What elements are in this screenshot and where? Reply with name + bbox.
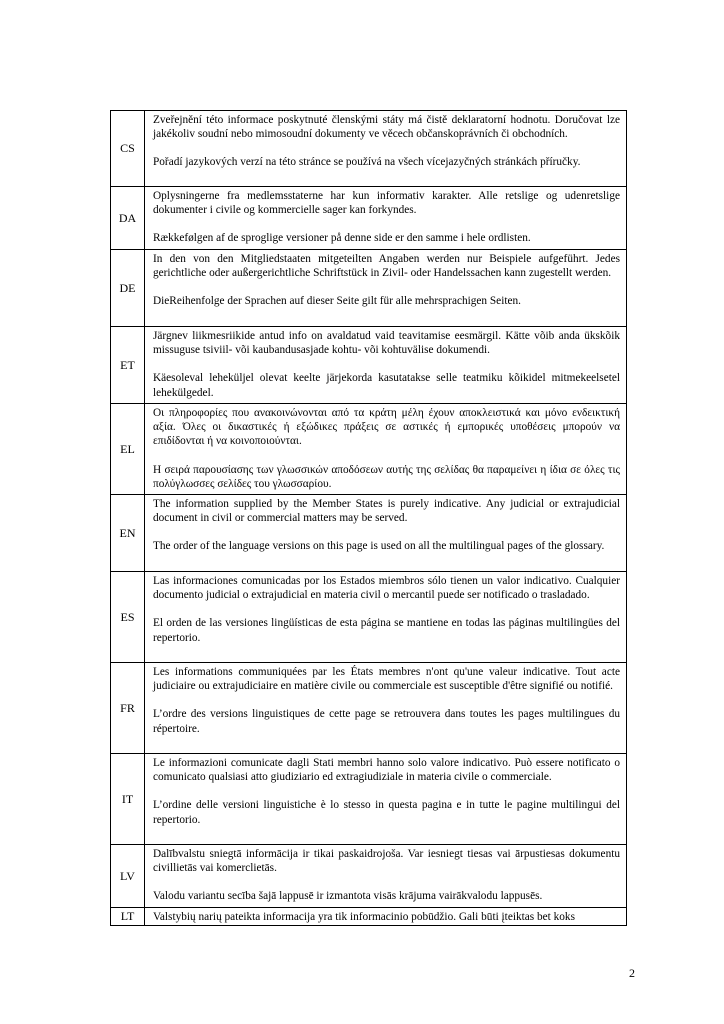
- language-code: CS: [111, 111, 145, 187]
- language-code: DA: [111, 187, 145, 250]
- notice-paragraph: Valstybių narių pateikta informacija yra tik informacinio pobūdžio. Gali būti įteiktas bet koks: [153, 911, 575, 923]
- language-notice-text: [145, 908, 627, 926]
- order-paragraph: Rækkefølgen af de sproglige versioner på denne side er den samme i hele ordlisten.: [153, 232, 531, 245]
- table-row: [111, 111, 627, 187]
- language-code: IT: [111, 754, 145, 845]
- table-row: [111, 250, 627, 327]
- language-notice-text: [145, 572, 627, 663]
- table-row: [111, 845, 627, 908]
- language-notice-text: [145, 495, 627, 572]
- language-code: ES: [111, 572, 145, 663]
- notice-paragraph: Les informations communiquées par les États membres n'ont qu'une valeur indicative. Tout acte judiciaire ou extrajudiciaire en matière civile ou commerciale est susceptible d'être signifié ou notifié.: [153, 666, 620, 693]
- language-code: ET: [111, 327, 145, 404]
- language-code: LV: [111, 845, 145, 908]
- language-code: DE: [111, 250, 145, 327]
- language-notice-table: [110, 110, 627, 926]
- language-code: EN: [111, 495, 145, 572]
- notice-paragraph: Järgnev liikmesriikide antud info on avaldatud vaid teavitamise eesmärgil. Kätte võib anda ükskõik missuguse tsiviil- või kaubandusasjade kohtu- või kohtuvälise dokumendi.: [153, 330, 620, 357]
- table-row: [111, 187, 627, 250]
- language-notice-text: [145, 327, 627, 404]
- order-paragraph: L’ordre des versions linguistiques de cette page se retrouvera dans toutes les pages multilingues du répertoire.: [153, 708, 620, 735]
- language-notice-text: [145, 111, 627, 187]
- order-paragraph: DieReihenfolge der Sprachen auf dieser Seite gilt für alle mehrsprachigen Seiten.: [153, 295, 521, 308]
- language-notice-text: [145, 754, 627, 845]
- language-notice-text: [145, 404, 627, 495]
- language-notice-text: [145, 187, 627, 250]
- order-paragraph: Käesoleval leheküljel olevat keelte järjekorda kasutatakse selle teatmiku kõikidel mitmekeelsetel lehekülgedel.: [153, 372, 620, 399]
- order-paragraph: Η σειρά παρουσίασης των γλωσσικών αποδόσεων αυτής της σελίδας θα παραμείνει η ίδια σε όλες τις πολύγλωσσες σελίδες του γλωσσαρίου.: [153, 463, 620, 490]
- page-number: 2: [629, 966, 635, 980]
- notice-paragraph: Oplysningerne fra medlemsstaterne har kun informativ karakter. Alle retslige og udenretslige dokumenter i civile og kommercielle sager kan forkyndes.: [153, 190, 620, 217]
- table-row: [111, 495, 627, 572]
- order-paragraph: The order of the language versions on this page is used on all the multilingual pages of the glossary.: [153, 540, 605, 553]
- language-code: EL: [111, 404, 145, 495]
- notice-paragraph: The information supplied by the Member States is purely indicative. Any judicial or extrajudicial document in civil or commercial matters may be served.: [153, 498, 620, 525]
- notice-paragraph: Οι πληροφορίες που ανακοινώνονται από τα κράτη μέλη έχουν αποκλειστικά και μόνο ενδεικτική αξία. Όλες οι δικαστικές ή εξώδικες πράξεις σε αστικές ή εμπορικές υποθέσεις μπορούν να επιδίδονται ή να κοινοποιούνται.: [153, 407, 620, 448]
- language-notice-text: [145, 663, 627, 754]
- language-code: FR: [111, 663, 145, 754]
- notice-paragraph: In den von den Mitgliedstaaten mitgeteilten Angaben werden nur Beispiele aufgeführt. Jedes gerichtliche oder außergerichtliche Schriftstück in Zivil- oder Handelssachen kann zugestellt werden.: [153, 253, 620, 280]
- notice-paragraph: Zveřejnění této informace poskytnuté členskými státy má čistě deklaratorní hodnotu. Doručovat lze jakékoliv soudní nebo mimosoudní dokumenty ve věcech občanskoprávních či obchodních.: [153, 114, 620, 141]
- table-row: [111, 908, 627, 926]
- table-row: [111, 663, 627, 754]
- table-row: [111, 404, 627, 495]
- notice-paragraph: Las informaciones comunicadas por los Estados miembros sólo tienen un valor indicativo. Cualquier documento judicial o extrajudicial en materia civil o mercantil puede ser notificado o trasladado.: [153, 575, 620, 602]
- table-row: [111, 754, 627, 845]
- language-notice-text: [145, 250, 627, 327]
- notice-paragraph: Le informazioni comunicate dagli Stati membri hanno solo valore indicativo. Può essere notificato o comunicato qualsiasi atto giudiziario ed extragiudiziale in materia civile o commerciale.: [153, 757, 620, 784]
- order-paragraph: Valodu variantu secība šajā lappusē ir izmantota visās krājuma vairākvalodu lappusēs.: [153, 890, 543, 903]
- table-row: [111, 327, 627, 404]
- language-code: LT: [111, 908, 145, 926]
- language-notice-text: [145, 845, 627, 908]
- order-paragraph: El orden de las versiones lingüísticas de esta página se mantiene en todas las páginas multilingües del repertorio.: [153, 617, 620, 644]
- table-row: [111, 572, 627, 663]
- order-paragraph: L’ordine delle versioni linguistiche è lo stesso in questa pagina e in tutte le pagine multilingui del repertorio.: [153, 799, 620, 826]
- order-paragraph: Pořadí jazykových verzí na této stránce se používá na všech vícejazyčných stránkách příručky.: [153, 156, 581, 169]
- notice-paragraph: Dalībvalstu sniegtā informācija ir tikai paskaidrojoša. Var iesniegt tiesas vai ārpustiesas dokumentu civillietās vai komerclietās.: [153, 848, 620, 875]
